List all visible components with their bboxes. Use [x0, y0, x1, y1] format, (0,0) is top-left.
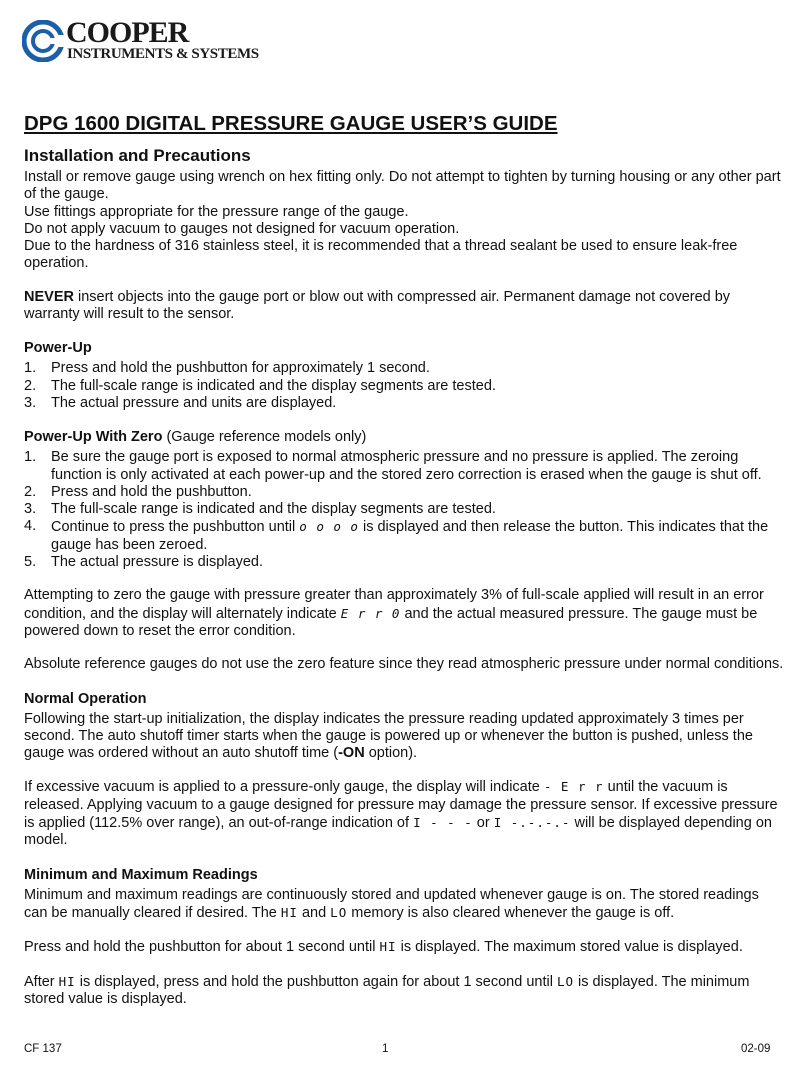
list-number: 2. — [24, 483, 37, 500]
list-text: Press and hold the pushbutton. — [51, 483, 252, 500]
min-paragraph — [24, 973, 786, 1009]
powerup-zero-list — [24, 449, 786, 571]
never-bold: NEVER — [24, 288, 74, 305]
error-paragraph — [24, 587, 786, 640]
list-item — [24, 449, 786, 484]
list-item — [24, 501, 786, 518]
list-text: The actual pressure is displayed. — [51, 554, 263, 571]
list-text: The full-scale range is indicated and the display segments are tested. — [51, 377, 496, 394]
display-lo: LO — [556, 973, 575, 989]
normal-paragraph — [24, 711, 786, 763]
list-number: 1. — [24, 360, 37, 377]
powerup-list — [24, 360, 786, 412]
footer-doc-code: CF 137 — [24, 1043, 62, 1055]
page-title: DPG 1600 DIGITAL PRESSURE GAUGE USER’S GUIDE — [24, 112, 558, 135]
absolute-paragraph: Absolute reference gauges do not use the zero feature since they read atmospheric pressure under normal conditions. — [24, 656, 784, 673]
document-body — [24, 112, 786, 1008]
logo-subtitle: INSTRUMENTS & SYSTEMS — [67, 46, 259, 62]
list-number: 4. — [24, 518, 37, 535]
display-lo: LO — [330, 904, 348, 920]
list-number: 5. — [24, 554, 37, 571]
vacuum-text: or — [472, 815, 494, 832]
installation-heading: Installation and Precautions — [24, 146, 251, 165]
min-text: is displayed. The minimum stored value is displayed. — [24, 973, 750, 1007]
installation-line: Due to the hardness of 316 stainless steel, it is recommended that a thread sealant be used to ensure leak-free operation. — [24, 238, 738, 272]
vacuum-text: If excessive vacuum is applied to a pressure-only gauge, the display will indicate — [24, 779, 544, 796]
list-item — [24, 378, 786, 395]
list-item — [24, 360, 786, 377]
powerup-zero-note: (Gauge reference models only) — [162, 429, 367, 446]
logo-brand: COOPER — [66, 16, 189, 49]
display-overrange-readout: I - - - — [413, 815, 473, 831]
error-text: and the actual measured pressure. The gauge must be powered down to reset the error condition. — [24, 605, 758, 639]
list-number: 1. — [24, 449, 37, 466]
installation-line: Do not apply vacuum to gauges not designed for vacuum operation. — [24, 220, 460, 237]
min-text: is displayed, press and hold the pushbutton again for about 1 second until — [75, 973, 557, 990]
list-number: 3. — [24, 394, 37, 411]
vacuum-text: until the vacuum is released. Applying vacuum to a gauge designed for pressure may damage the pressure sensor. If excessive pressure is applied (112.5% over range), an out-of-range indication of — [24, 779, 778, 832]
max-text: Press and hold the pushbutton for about 1 second until — [24, 939, 380, 956]
list-item — [24, 518, 786, 554]
max-paragraph — [24, 938, 786, 956]
list-text: Continue to press the pushbutton until — [51, 519, 300, 536]
minmax-paragraph — [24, 887, 786, 923]
minmax-text: Minimum and maximum readings are continuously stored and updated whenever gauge is on. The stored readings can be manually cleared if desired. The — [24, 886, 759, 921]
display-vacuum-readout: - E r r — [543, 779, 604, 795]
minmax-text: and — [297, 904, 331, 921]
cooper-c-icon — [22, 20, 64, 62]
list-item — [24, 484, 786, 501]
min-text: After — [24, 973, 59, 990]
installation-line: Install or remove gauge using wrench on hex fitting only. Do not attempt to tighten by turning housing or any other part of the gauge. — [24, 169, 781, 203]
cooper-logo — [22, 18, 262, 64]
list-number: 2. — [24, 377, 37, 394]
list-number: 3. — [24, 501, 37, 518]
list-text: is displayed and then release the button. This indicates that the gauge has been zeroed. — [51, 519, 769, 553]
error-text: Attempting to zero the gauge with pressure greater than approximately 3% of full-scale applied will result in an error condition, and the display will alternately indicate — [24, 587, 764, 622]
minmax-heading: Minimum and Maximum Readings — [24, 866, 258, 883]
normal-operation-heading: Normal Operation — [24, 690, 147, 707]
powerup-heading: Power-Up — [24, 340, 92, 357]
normal-text: Following the start-up initialization, the display indicates the pressure reading updated approximately 3 times per second. The auto shutoff timer starts when the gauge is powered up or whenever the button is pushed, unless the gauge was ordered without an auto shutoff time ( — [24, 710, 753, 762]
list-text: Press and hold the pushbutton for approximately 1 second. — [51, 360, 430, 377]
footer-date: 02-09 — [741, 1043, 771, 1055]
never-text: insert objects into the gauge port or blow out with compressed air. Permanent damage not covered by warranty will result to the sensor. — [24, 288, 731, 323]
vacuum-text: will be displayed depending on model. — [24, 815, 772, 849]
display-hi: HI — [280, 904, 298, 920]
footer-page-number: 1 — [382, 1043, 389, 1055]
normal-text: option). — [364, 745, 418, 762]
list-item — [24, 395, 786, 412]
display-error-readout: E r r 0 — [340, 605, 401, 621]
powerup-zero-heading — [24, 428, 786, 446]
installation-line: Use fittings appropriate for the pressure range of the gauge. — [24, 203, 409, 220]
list-text: The full-scale range is indicated and the display segments are tested. — [51, 501, 496, 518]
max-text: is displayed. The maximum stored value is displayed. — [396, 939, 743, 956]
display-overrange-alt-readout: I -.-.-.- — [493, 815, 571, 831]
minmax-text: memory is also cleared whenever the gauge is off. — [347, 904, 675, 921]
list-text: The actual pressure and units are displayed. — [51, 394, 337, 411]
never-warning — [24, 289, 786, 324]
list-text: Be sure the gauge port is exposed to normal atmospheric pressure and no pressure is applied. The zeroing function is only activated at each power-up and the stored zero correction is erased when the gauge is shut off. — [51, 449, 762, 483]
list-item — [24, 554, 786, 571]
vacuum-paragraph — [24, 778, 786, 849]
display-hi: HI — [58, 973, 76, 989]
on-option: -ON — [338, 745, 365, 762]
display-hi: HI — [379, 939, 397, 955]
display-zero-readout: o o o o — [299, 519, 359, 535]
powerup-zero-title: Power-Up With Zero — [24, 429, 163, 446]
